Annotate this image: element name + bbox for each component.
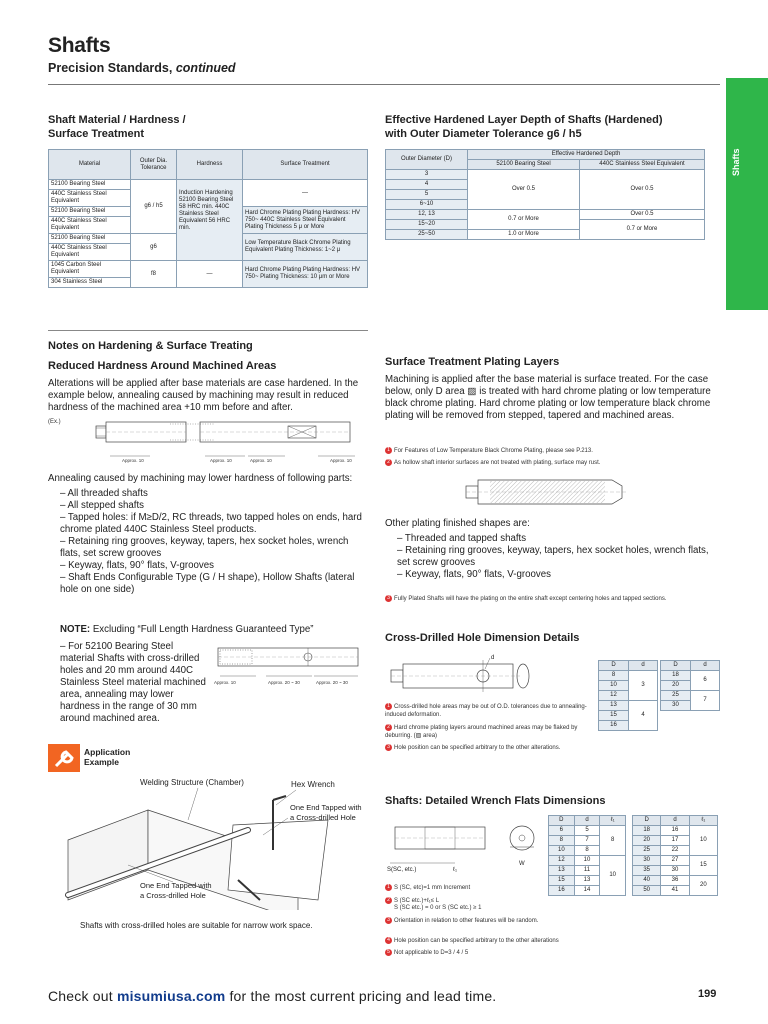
example-label: (Ex.): [48, 419, 61, 425]
plating-note: 2 As hollow shaft interior surfaces are not treated with plating, surface may rust.: [385, 459, 715, 468]
cross-drilled-note: 3 Hole position can be specified arbitrary to the other alterations.: [385, 744, 595, 753]
wrench-note: 5 Not applicable to D=3 / 4 / 5: [385, 949, 720, 958]
cross-drilled-note: 2 Hard chrome plating layers around machined areas may be flaked by deburring. (▨ area): [385, 724, 578, 739]
table-row: 52100 Bearing Steel: [49, 234, 131, 244]
annealing-intro: Annealing caused by machining may lower hardness of following parts:: [48, 473, 353, 484]
plating-list: [397, 533, 717, 581]
notes-heading: Notes on Hardening & Surface Treating: [48, 340, 253, 352]
approx-label: Approx. 10: [122, 458, 144, 463]
bearing-note: – For 52100 Bearing Steel material Shafts with cross-drilled holes and 20 mm around 440C Stainless Steel material machined area, annealing may lower hardness in the range of 30 mm around machined area.: [60, 641, 206, 724]
list-item: – Keyway, flats, 90° flats, V-grooves: [60, 560, 214, 571]
wrench-icon: [48, 744, 80, 772]
application-caption: Shafts with cross-drilled holes are suitable for narrow work space.: [80, 921, 313, 930]
table-row: 440C Stainless Steel Equivalent: [49, 190, 131, 207]
plating-note: 1 For Features of Low Temperature Black Chrome Plating, please see P.213.: [385, 447, 715, 456]
tapped-label: a Cross-drilled Hole: [140, 891, 206, 900]
side-tab[interactable]: Shafts: [726, 78, 768, 310]
svg-text:S(SC, etc.): S(SC, etc.): [387, 867, 417, 873]
approx-label: Approx. 20 ~ 30: [268, 680, 300, 685]
list-item: – All stepped shafts: [60, 500, 145, 511]
wrench-table-right: D d ℓ₁ 18 16 10 20 17 25 22 30 27 15 35 30 40 36 20 50 41: [632, 815, 718, 896]
svg-text:ℓ₁: ℓ₁: [453, 867, 457, 873]
cross-drilled-table-right: D d 18 6 20 25 7 30: [660, 660, 720, 711]
tapped-label: a Cross-drilled Hole: [290, 813, 356, 822]
hex-label: Hex Wrench: [291, 780, 335, 789]
layer-table: Outer Diameter (D) Effective Hardened Depth 52100 Bearing Steel 440C Stainless Steel Equivalent 3 Over 0.5 Over 0.5 4 5 6~10 12, 13 0.7 or More Over 0.5 15~20 0.7 or More 25~50 1.0 or More: [385, 149, 705, 240]
list-item: – Retaining ring grooves, keyway, tapers, hex socket holes, wrench flats, set screw grooves: [397, 545, 709, 568]
svg-text:W: W: [519, 861, 525, 867]
table-row: 440C Stainless Steel Equivalent: [49, 244, 131, 261]
list-item: – Keyway, flats, 90° flats, V-grooves: [397, 569, 551, 580]
wrench-note: 4 Hole position can be specified arbitrary to the other alterations: [385, 937, 720, 946]
table-row: 52100 Bearing Steel: [49, 180, 131, 190]
cross-drilled-table-left: D d 8 3 10 12 13 4 15 16: [598, 660, 658, 731]
approx-label: Approx. 20 ~ 30: [316, 680, 348, 685]
application-diagram: [48, 770, 373, 910]
table-row: 304 Stainless Steel: [49, 278, 131, 288]
tapped-label: One End Tapped with: [290, 803, 362, 812]
svg-text:d: d: [491, 655, 495, 661]
header-rule: [48, 84, 720, 85]
divider: [48, 330, 368, 331]
layer-heading: Effective Hardened Layer Depth of Shafts (Hardened) with Outer Diameter Tolerance g6 / h5: [385, 114, 663, 140]
material-heading: Shaft Material / Hardness / Surface Treatment: [48, 114, 186, 140]
other-plating-intro: Other plating finished shapes are:: [385, 518, 530, 529]
plating-paragraph: Machining is applied after the base material is surface treated. For the case below, only D area ▨ is treated with hard chrome plating or low temperature black chrome plating. Hard chrome plating or low temperature black chrome plating will be removed from stepped, tapered and machined areas.: [385, 374, 711, 421]
cross-drilled-heading: Cross-Drilled Hole Dimension Details: [385, 632, 580, 644]
notes-paragraph: Alterations will be applied after base materials are case hardened. In the example below, annealing caused by machining may result in reduced hardness of the machined area +10 mm before and after.: [48, 378, 359, 413]
page-title: Shafts: [48, 34, 111, 57]
plating-heading: Surface Treatment Plating Layers: [385, 356, 560, 368]
wrench-table-left: D d ℓ₁ 6 5 8 8 7 10 8 12 10 10 13 11 15 13 16 14: [548, 815, 626, 896]
footer-text: Check out misumiusa.com for the most current pricing and lead time.: [48, 988, 497, 1004]
cross-hole-annealing-diagram: [210, 640, 370, 690]
approx-label: Approx. 10: [250, 458, 272, 463]
welding-label: Welding Structure (Chamber): [140, 778, 244, 787]
wrench-flats-diagram: [385, 815, 545, 877]
annealing-diagram: [90, 418, 370, 466]
annealing-list: [60, 488, 370, 596]
material-table: Material Outer Dia. Tolerance Hardness Surface Treatment 52100 Bearing Steel g6 / h5 Induction Hardening 52100 Bearing Steel 58 HRC min. 440C Stainless Steel Equivalent 56 HRC min. — 440C Stainless Steel Equivalent 52100 Bearing Steel Hard Chrome Plating Plating Hardness: HV 750~ 440C Stainless Steel Equivalent Plating Thickness 5 μ or More 440C Stainless Steel Equivalent 52100 Bearing Steel g6 Low Temperature Black Chrome Plating Equivalent Plating Thickness: 1~2 μ 440C Stainless Steel Equivalent 1045 Carbon Steel Equivalent f8 — Hard Chrome Plating Plating Hardness: HV 750~ Plating Thickness: 10 μm or More 304 Stainless Steel: [48, 149, 368, 288]
approx-label: Approx. 10: [210, 458, 232, 463]
page-number: 199: [698, 988, 717, 1000]
list-item: – Retaining ring grooves, keyway, tapers, hex socket holes, wrench flats, set screw grooves: [60, 536, 349, 559]
cross-drilled-diagram: [385, 650, 595, 700]
table-row: 440C Stainless Steel Equivalent: [49, 217, 131, 234]
list-item: – Threaded and tapped shafts: [397, 533, 527, 544]
wrench-notes: 1 S (SC, etc)=1 mm Increment 2 S (SC etc.)+ℓ₁≤ L S (SC etc.) = 0 or S (SC etc.) ≥ 1 3 Orientation in relation to other features will be random.: [385, 884, 545, 929]
plating-note: 3 Fully Plated Shafts will have the plating on the entire shaft except centering holes and tapped sections.: [385, 595, 720, 604]
list-item: – Shaft Ends Configurable Type (G / H shape), Hollow Shafts (lateral hole on one side): [60, 572, 355, 595]
list-item: – Tapped holes: if M≥D/2, RC threads, two tapped holes on ends, hard chrome plated 440C Stainless Steel products.: [60, 512, 362, 535]
notes-sub-heading: Reduced Hardness Around Machined Areas: [48, 360, 277, 372]
note-line: NOTE: Excluding “Full Length Hardness Guaranteed Type”: [60, 624, 314, 635]
table-row: 52100 Bearing Steel: [49, 207, 131, 217]
plating-shaft-diagram: [462, 472, 632, 512]
cross-drilled-note: 1 Cross-drilled hole areas may be out of O.D. tolerances due to annealing-induced deformation.: [385, 703, 587, 718]
page-subtitle: Precision Standards, continued: [48, 61, 236, 75]
application-label: Application Example: [84, 747, 131, 767]
wrench-heading: Shafts: Detailed Wrench Flats Dimensions: [385, 795, 606, 807]
approx-label: Approx. 10: [330, 458, 352, 463]
list-item: – All threaded shafts: [60, 488, 148, 499]
website-link[interactable]: misumiusa.com: [116, 988, 226, 1004]
approx-label: Approx. 10: [214, 680, 236, 685]
tapped-label: One End Tapped with: [140, 881, 212, 890]
table-row: 1045 Carbon Steel Equivalent: [49, 261, 131, 278]
